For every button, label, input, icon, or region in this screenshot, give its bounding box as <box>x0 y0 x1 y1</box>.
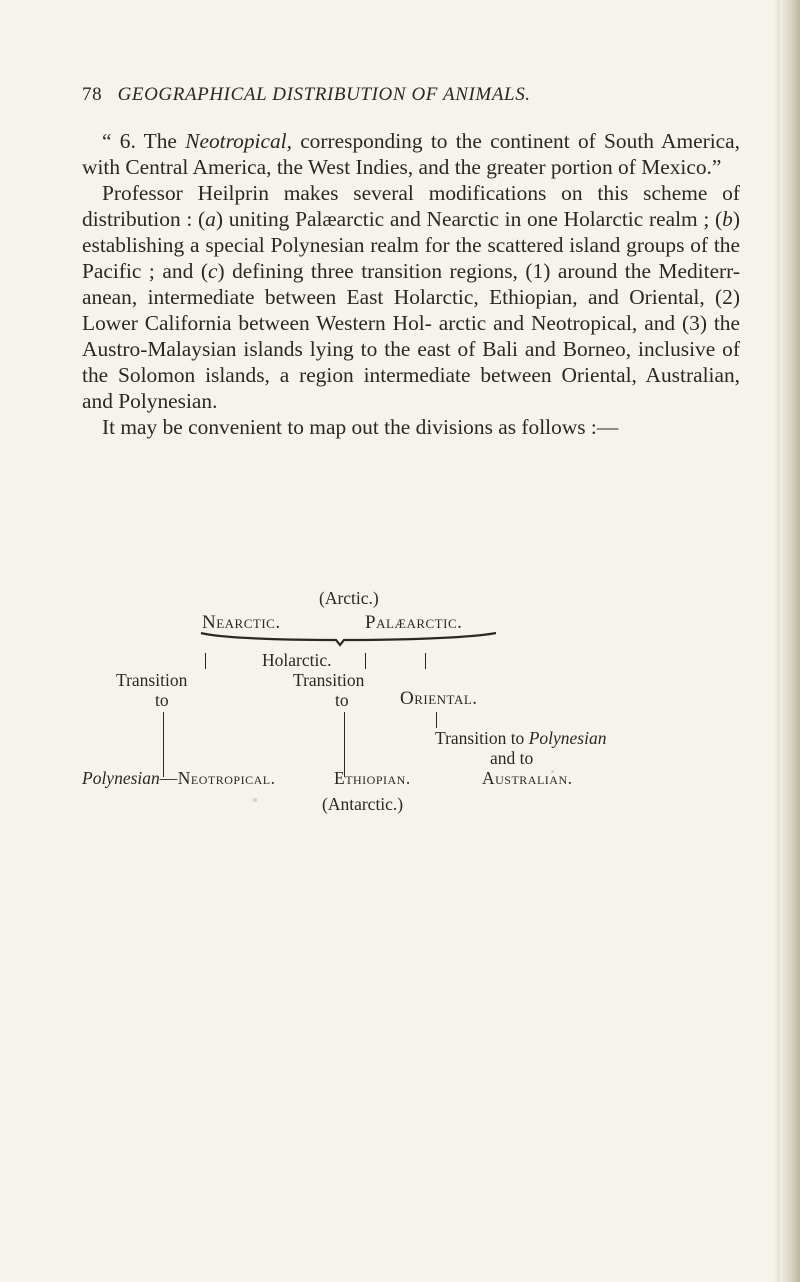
connector-line <box>205 653 206 669</box>
label-holarctic: Holarctic. <box>262 650 332 670</box>
connector-line <box>436 712 437 728</box>
label-antarctic: (Antarctic.) <box>322 794 404 814</box>
label-australian: Australian. <box>482 768 573 788</box>
label-oriental: Oriental. <box>400 688 478 709</box>
label-transition-mid: Transition <box>293 670 365 690</box>
realm-diagram <box>82 588 722 814</box>
connector-line <box>365 653 366 669</box>
body-text <box>82 128 740 440</box>
label-to-left: to <box>155 690 169 710</box>
paper-speck <box>253 798 257 802</box>
label-and-to: and to <box>490 748 534 768</box>
label-to-mid: to <box>335 690 349 710</box>
connector-line <box>425 653 426 669</box>
label-transition-right: Transition to Polynesian <box>435 728 607 748</box>
page-edge <box>780 0 800 1282</box>
label-palaearctic: Palæarctic. <box>365 612 463 633</box>
running-title: GEOGRAPHICAL DISTRIBUTION OF ANIMALS. <box>117 84 531 105</box>
paragraph-heilprin: Professor Heilprin makes several modifications on this scheme of distribution : (a) uniting Palæarctic and Nearctic in one Holarctic realm ; (b) establishing a special Polynesian realm for the scattered island groups of the Pacific ; and (c) defining three transition regions, (1) around the Mediterr- anean, intermediate between East Holarctic, Ethiopian, and Oriental, (2) Lower California between Western Hol- arctic and Neotropical, and (3) the Austro-Malaysian islands lying to the east of Bali and Borneo, inclusive of the Solomon islands, a region intermediate between Oriental, Australian, and Polynesian. <box>82 181 741 413</box>
label-transition-left: Transition <box>116 670 188 690</box>
paragraph-neotropical: “ 6. The Neotropical, corresponding to the continent of South America, with Central America, the West Indies, and the greater portion of Mexico.” <box>82 129 741 179</box>
label-ethiopian: Ethiopian. <box>334 768 411 788</box>
label-nearctic: Nearctic. <box>202 612 281 633</box>
paragraph-divisions-intro: It may be convenient to map out the divisions as follows :— <box>102 415 619 439</box>
label-polynesian-neotropical: Polynesian—Neotropical. <box>82 768 276 788</box>
holarctic-brace <box>200 631 500 651</box>
page-number: 78 <box>82 84 103 105</box>
label-arctic: (Arctic.) <box>319 588 379 608</box>
running-header <box>82 84 742 106</box>
term-neotropical: Neotropical, <box>185 129 292 153</box>
